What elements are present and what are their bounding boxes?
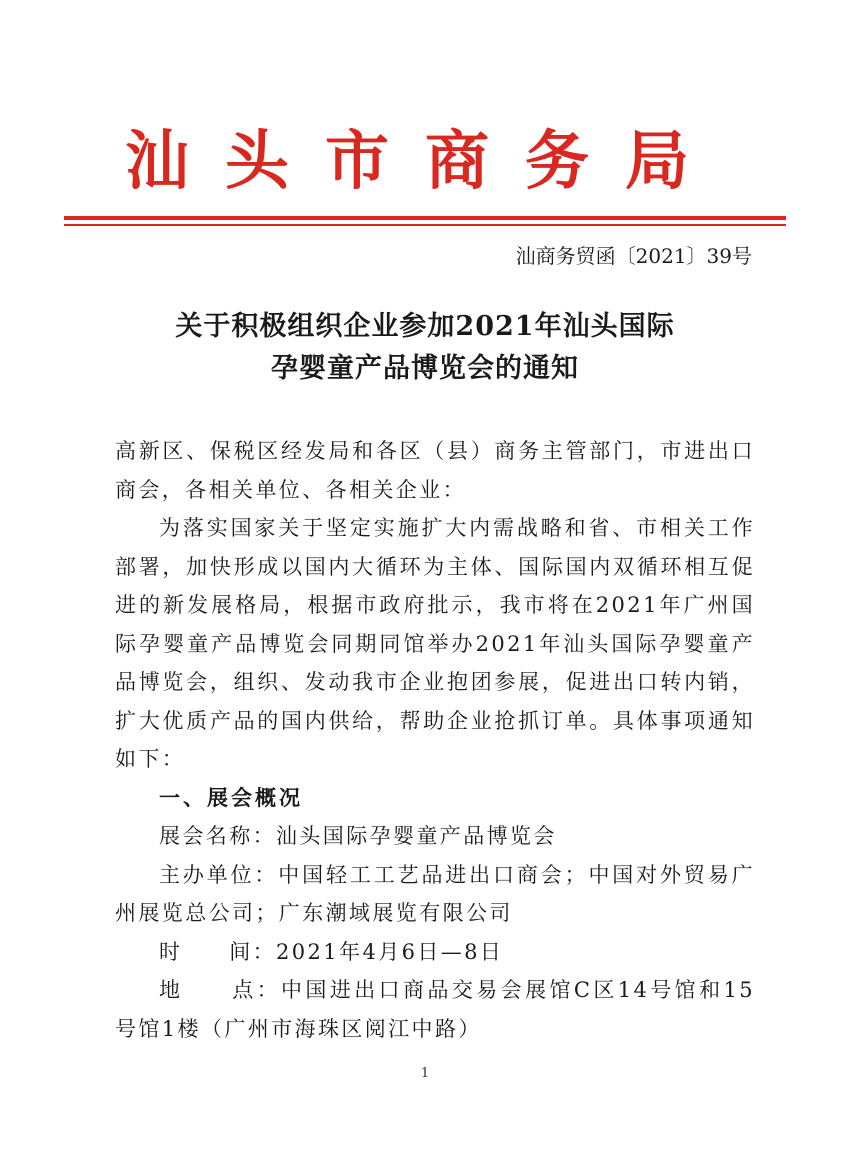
letterhead-rule-thick [64,216,786,220]
intro-paragraph: 为落实国家关于坚定实施扩大内需战略和省、市相关工作部署，加快形成以国内大循环为主体、国际国内双循环相互促进的新发展格局，根据市政府批示，我市将在2021年广州国际孕婴童产品博览会同期同馆举办2021年汕头国际孕婴童产品博览会，组织、发动我市企业抱团参展，促进出口转内销，扩大优质产品的国内供给，帮助企业抢抓订单。具体事项通知如下： [115,516,755,771]
exhibition-venue [115,971,755,1048]
item-value: 2021年4月6日—8日 [276,939,504,964]
exhibition-name [115,817,755,856]
letterhead-rule-thin [64,224,786,226]
item-label: 主办单位： [159,862,279,887]
section-heading: 一、展会概况 [159,785,303,810]
exhibition-date [115,933,755,972]
document-title-line2: 孕婴童产品博览会的通知 [271,353,579,384]
item-label: 地 点： [159,978,282,1002]
item-value: 中国进出口商品交易会展馆C区14号馆和15号馆1楼（广州市海珠区阅江中路） [115,978,756,1041]
page-number: 1 [420,1066,430,1081]
document-title [60,306,790,390]
item-value: 中国轻工工艺品进出口商会；中国对外贸易广州展览总公司；广东潮域展览有限公司 [115,862,756,925]
item-value: 汕头国际孕婴童产品博览会 [276,824,557,848]
item-label: 时 间： [159,939,276,964]
document-body [115,432,755,1048]
recipients: 高新区、保税区经发局和各区（县）商务主管部门，市进出口商会，各相关单位、各相关企业： [115,439,755,502]
item-label: 展会名称： [159,824,276,848]
document-number: 汕商务贸函〔2021〕39号 [515,244,752,268]
organizers [115,856,755,933]
letterhead-org-name: 汕头市商务局 [125,124,725,199]
document-title-line1: 关于积极组织企业参加2021年汕头国际 [175,311,675,342]
